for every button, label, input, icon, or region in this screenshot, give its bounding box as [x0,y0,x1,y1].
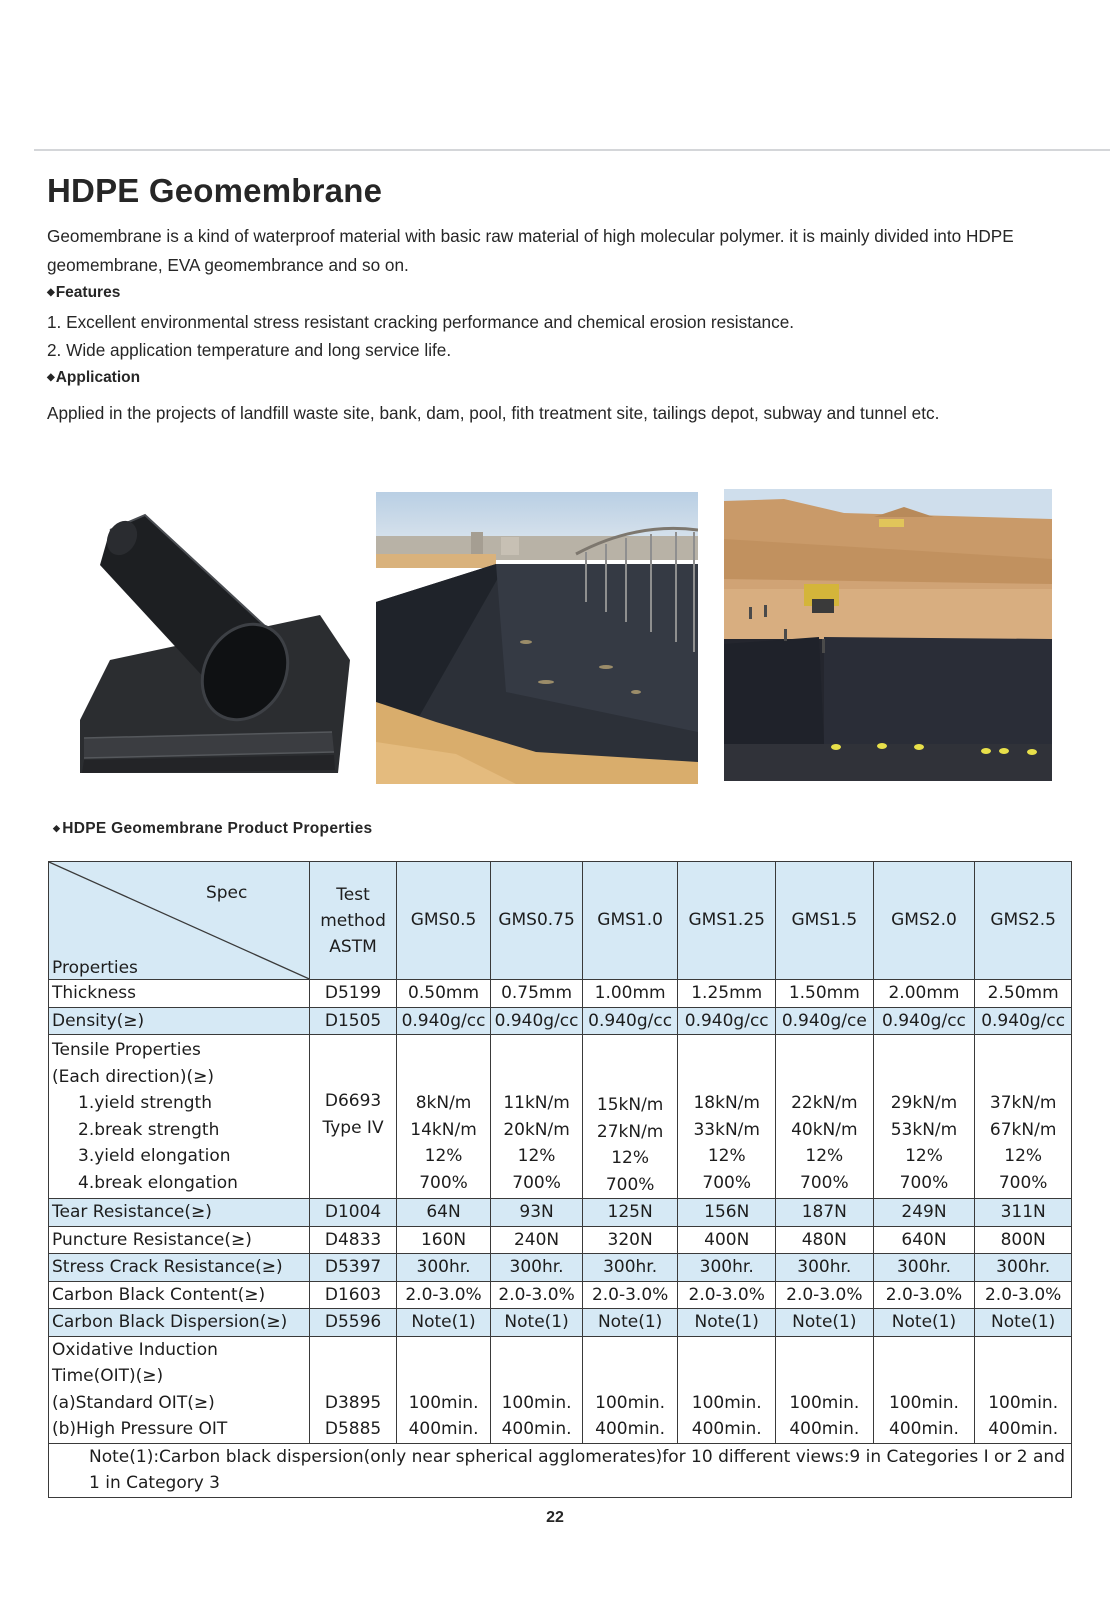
test-method: D3895 D5885 [310,1336,396,1443]
table-cell: 100min. 400min. [776,1336,874,1443]
table-cell: 18kN/m 33kN/m 12% 700% [678,1035,776,1199]
table-cell: 300hr. [678,1254,776,1282]
table-cell: 0.940g/cc [582,1007,678,1035]
application-heading: ◆Application [47,369,141,386]
table-cell: 300hr. [776,1254,874,1282]
table-cell: Note(1) [975,1309,1072,1337]
column-header: GMS1.25 [678,862,776,980]
table-cell: 480N [776,1226,874,1254]
table-cell: 300hr. [873,1254,975,1282]
table-cell: 0.940g/cc [873,1007,975,1035]
table-row-thickness [49,980,1072,1008]
test-method: D5596 [310,1309,396,1337]
table-cell: 320N [582,1226,678,1254]
table-cell: 100min. 400min. [582,1336,678,1443]
table-cell: 1.00mm [582,980,678,1008]
table-cell: Note(1) [396,1309,491,1337]
table-cell: 187N [776,1199,874,1227]
table-cell: 2.0-3.0% [873,1281,975,1309]
table-cell: 1.50mm [776,980,874,1008]
table-cell: 100min. 400min. [396,1336,491,1443]
table-row-tensile [49,1035,1072,1199]
table-cell: 0.940g/cc [491,1007,583,1035]
table-cell: 2.50mm [975,980,1072,1008]
row-label: Carbon Black Content(≥) [49,1281,310,1309]
geomembrane-roll-photo [70,490,360,780]
table-cell: 300hr. [491,1254,583,1282]
table-cell: 37kN/m 67kN/m 12% 700% [975,1035,1072,1199]
test-method: D1603 [310,1281,396,1309]
diamond-bullet-icon: ◆ [47,287,55,298]
table-cell: 100min. 400min. [678,1336,776,1443]
test-method: D5397 [310,1254,396,1282]
table-cell: 8kN/m 14kN/m 12% 700% [396,1035,491,1199]
table-cell: 2.0-3.0% [975,1281,1072,1309]
table-cell: 0.940g/cc [678,1007,776,1035]
table-row-note [49,1443,1072,1497]
table-cell: 2.0-3.0% [678,1281,776,1309]
table-title: ◆ HDPE Geomembrane Product Properties [53,820,373,837]
test-method: D1505 [310,1007,396,1035]
table-cell: 400N [678,1226,776,1254]
table-cell: 0.940g/cc [975,1007,1072,1035]
application-text: Applied in the projects of landfill waste site, bank, dam, pool, fith treatment site, tailings depot, subway and tunnel etc. [47,403,940,423]
diamond-bullet-icon: ◆ [47,372,55,383]
table-cell: Note(1) [582,1309,678,1337]
table-cell: 125N [582,1199,678,1227]
test-method: D1004 [310,1199,396,1227]
row-label: Thickness [49,980,310,1008]
table-cell: 240N [491,1226,583,1254]
spec-properties-header-cell [49,862,310,980]
table-row-carbon-dispersion [49,1309,1072,1337]
row-label: Stress Crack Resistance(≥) [49,1254,310,1282]
table-row-tear [49,1199,1072,1227]
table-footnote: Note(1):Carbon black dispersion(only near spherical agglomerates)for 10 different views:9 in Categories I or 2 and 1 in Category 3 [49,1443,1072,1497]
product-properties-table [48,861,1072,1498]
table-cell: 100min. 400min. [975,1336,1072,1443]
row-label: Density(≥) [49,1007,310,1035]
table-row-puncture [49,1226,1072,1254]
test-method: D4833 [310,1226,396,1254]
table-cell: 2.0-3.0% [396,1281,491,1309]
table-cell: 300hr. [582,1254,678,1282]
page-title: HDPE Geomembrane [47,172,383,209]
table-cell: 300hr. [396,1254,491,1282]
table-cell: 160N [396,1226,491,1254]
table-row-stress-crack [49,1254,1072,1282]
table-row-oit [49,1336,1072,1443]
test-method: D6693 Type IV [310,1035,396,1199]
header-divider [34,149,1110,151]
table-cell: 300hr. [975,1254,1072,1282]
table-cell: 100min. 400min. [873,1336,975,1443]
table-cell: Note(1) [776,1309,874,1337]
table-cell: 2.0-3.0% [776,1281,874,1309]
table-cell: 156N [678,1199,776,1227]
column-header: GMS1.5 [776,862,874,980]
column-header: GMS1.0 [582,862,678,980]
intro-paragraph: Geomembrane is a kind of waterproof material with basic raw material of high molecular polymer. it is mainly divided into HDPE geomembrane, EVA geomembrance and so on. [47,226,1014,275]
table-cell: Note(1) [873,1309,975,1337]
table-row-carbon-content [49,1281,1072,1309]
table-cell: 2.0-3.0% [582,1281,678,1309]
row-label: Puncture Resistance(≥) [49,1226,310,1254]
page-number: 22 [546,1509,564,1526]
pond-lining-photo [376,492,698,784]
table-cell: 311N [975,1199,1072,1227]
table-cell: 1.25mm [678,980,776,1008]
table-cell: 0.940g/ce [776,1007,874,1035]
table-cell: 93N [491,1199,583,1227]
diamond-bullet-icon: ◆ [53,823,61,833]
table-cell: 2.0-3.0% [491,1281,583,1309]
spec-label: Spec [205,883,248,903]
row-label: Tensile Properties (Each direction)(≥) 1.yield strength 2.break strength 3.yield elongation 4.break elongation [49,1035,310,1199]
table-cell: 0.75mm [491,980,583,1008]
test-method: D5199 [310,980,396,1008]
table-cell: 11kN/m 20kN/m 12% 700% [491,1035,583,1199]
row-label: Carbon Black Dispersion(≥) [49,1309,310,1337]
properties-label: Properties [52,957,138,978]
row-label: Oxidative Induction Time(OIT)(≥) (a)Standard OIT(≥) (b)High Pressure OIT [49,1336,310,1443]
table-cell: 29kN/m 53kN/m 12% 700% [873,1035,975,1199]
table-cell: Note(1) [491,1309,583,1337]
table-cell: 800N [975,1226,1072,1254]
table-cell: 0.940g/cc [396,1007,491,1035]
table-cell: 22kN/m 40kN/m 12% 700% [776,1035,874,1199]
table-cell: 640N [873,1226,975,1254]
column-header: GMS0.75 [491,862,583,980]
column-header: GMS2.0 [873,862,975,980]
table-cell: 0.50mm [396,980,491,1008]
landfill-lining-photo [724,489,1052,781]
row-label: Tear Resistance(≥) [49,1199,310,1227]
test-method-header: Test method ASTM [310,862,396,980]
column-header: GMS0.5 [396,862,491,980]
table-cell: 2.00mm [873,980,975,1008]
table-cell: 15kN/m 27kN/m 12% 700% [582,1035,678,1199]
table-cell: 100min. 400min. [491,1336,583,1443]
column-header: GMS2.5 [975,862,1072,980]
table-cell: 249N [873,1199,975,1227]
table-cell: Note(1) [678,1309,776,1337]
table-cell: 64N [396,1199,491,1227]
features-heading: ◆Features [47,284,121,301]
feature-item: 1. Excellent environmental stress resistant cracking performance and chemical erosion resistance. [47,312,795,332]
table-header-row [49,862,1072,980]
table-row-density [49,1007,1072,1035]
feature-item: 2. Wide application temperature and long service life. [47,340,452,360]
